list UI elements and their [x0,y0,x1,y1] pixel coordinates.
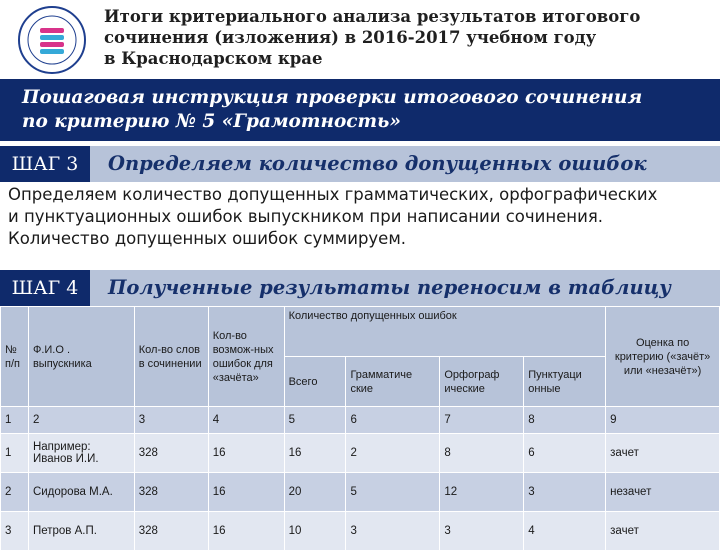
cell-allowed: 16 [208,473,284,512]
step-4-badge: ШАГ 4 [0,270,90,306]
cell-words: 328 [134,473,208,512]
cell-name: Например: Иванов И.И. [28,434,134,473]
step-3-line-3: Количество допущенных ошибок суммируем. [8,229,407,248]
cell-words: 328 [134,434,208,473]
cell-punct: 4 [524,512,606,551]
header-grade: Оценка по критерию («зачёт» или «незачёт») [606,307,720,407]
cell-words: 328 [134,512,208,551]
cell-grammar: 5 [346,473,440,512]
page-title [104,6,704,69]
title-line-2: сочинения (изложения) в 2016-2017 учебном году [104,28,597,47]
header-grammar: Грамматиче ские [346,357,440,407]
number-cell: 3 [134,407,208,434]
cell-num: 3 [1,512,29,551]
table-row [1,473,720,512]
cell-spelling: 8 [440,434,524,473]
header-allowed: Кол-во возмож-ных ошибок для «зачёта» [208,307,284,407]
step-3-description [8,184,714,250]
table-row [1,512,720,551]
institute-logo-icon [14,4,90,76]
header-punct: Пунктуаци онные [524,357,606,407]
number-cell: 1 [1,407,29,434]
cell-punct: 6 [524,434,606,473]
step-3-line-2: и пунктуационных ошибок выпускником при написании сочинения. [8,207,603,226]
step-3-title: Определяем количество допущенных ошибок [108,152,647,175]
cell-allowed: 16 [208,512,284,551]
page-header [0,0,720,78]
cell-grade: зачет [606,512,720,551]
title-line-1: Итоги критериального анализа результатов итогового [104,7,641,26]
header-errors-group: Количество допущенных ошибок [284,307,606,357]
table-header-row [1,307,720,357]
banner-line-2: по критерию № 5 «Грамотность» [22,111,401,132]
header-total: Всего [284,357,346,407]
header-num: № п/п [1,307,29,407]
number-cell: 5 [284,407,346,434]
cell-punct: 3 [524,473,606,512]
cell-name: Сидорова М.А. [28,473,134,512]
cell-total: 10 [284,512,346,551]
header-words: Кол-во слов в сочинении [134,307,208,407]
cell-grammar: 3 [346,512,440,551]
banner-line-1: Пошаговая инструкция проверки итогового сочинения [22,87,643,108]
step-4-title: Полученные результаты переносим в таблицу [108,276,671,299]
cell-grammar: 2 [346,434,440,473]
cell-total: 20 [284,473,346,512]
cell-total: 16 [284,434,346,473]
step-4-bar [0,270,720,306]
number-cell: 8 [524,407,606,434]
cell-spelling: 3 [440,512,524,551]
table-row [1,434,720,473]
number-cell: 6 [346,407,440,434]
header-name: Ф.И.О . выпускника [28,307,134,407]
cell-grade: незачет [606,473,720,512]
number-cell: 9 [606,407,720,434]
header-spelling: Орфограф ические [440,357,524,407]
instruction-banner [0,79,720,141]
number-cell: 7 [440,407,524,434]
cell-num: 1 [1,434,29,473]
cell-spelling: 12 [440,473,524,512]
cell-allowed: 16 [208,434,284,473]
results-table [0,306,720,551]
title-line-3: в Краснодарском крае [104,49,323,68]
step-3-badge: ШАГ 3 [0,146,90,182]
cell-grade: зачет [606,434,720,473]
step-3-line-1: Определяем количество допущенных грамматических, орфографических [8,185,658,204]
cell-num: 2 [1,473,29,512]
number-cell: 4 [208,407,284,434]
number-cell: 2 [28,407,134,434]
cell-name: Петров А.П. [28,512,134,551]
table-number-row [1,407,720,434]
step-3-bar [0,146,720,182]
